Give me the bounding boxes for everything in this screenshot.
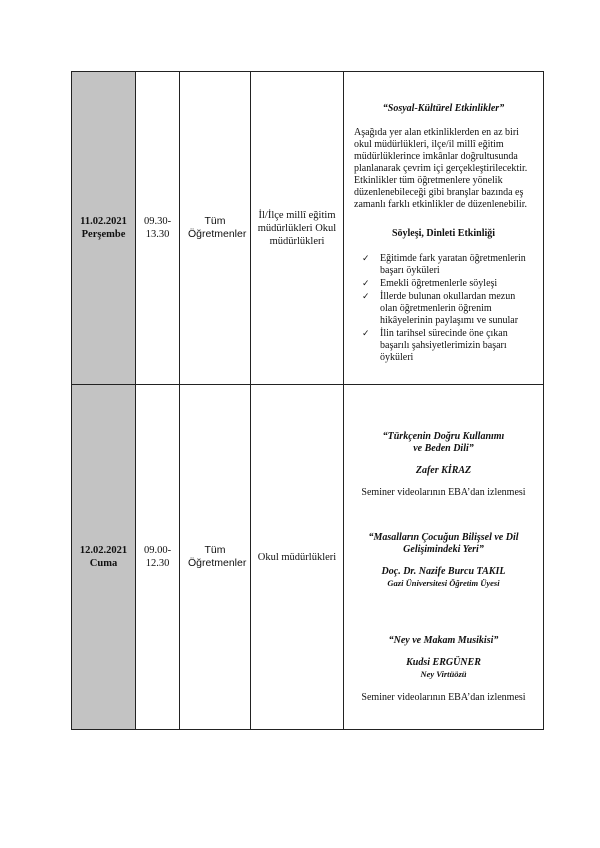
date-text: 11.02.2021 (80, 216, 127, 227)
check-icon: ✓ (362, 253, 370, 264)
check-icon: ✓ (362, 278, 370, 289)
seminar-note: Seminer videolarının EBA’dan izlenmesi (361, 486, 526, 498)
activity-list (354, 253, 533, 364)
activity-title: “Sosyal-Kültürel Etkinlikler” (382, 102, 505, 114)
time-end: 12.30 (145, 558, 170, 569)
organizer-cell (251, 385, 344, 730)
seminar-speaker: Kudsi ERGÜNER (406, 656, 481, 668)
seminar-title: “Masalların Çocuğun Bilişsel ve Dil Gelişimindeki Yeri” (368, 531, 519, 555)
seminar-block (356, 431, 531, 499)
table-row (72, 72, 544, 385)
time-start: 09.00- (143, 545, 172, 556)
seminar-speaker: Doç. Dr. Nazife Burcu TAKIL (381, 565, 506, 577)
day-text: Cuma (89, 558, 118, 569)
seminar-block (356, 532, 531, 588)
list-item-text: İllerde bulunan okullardan mezun olan öğretmenlerin öğrenim hikâyelerinin paylaşımı ve sunular (380, 290, 519, 326)
audience-cell (180, 385, 251, 730)
list-item-text: İlin tarihsel sürecinde öne çıkan başarılı şahsiyetlerimizin başarı öyküleri (380, 327, 508, 363)
check-icon: ✓ (362, 291, 370, 302)
seminar-affiliation: Gazi Üniversitesi Öğretim Üyesi (387, 577, 500, 588)
list-item (362, 328, 533, 364)
organizer-text: İl/İlçe millî eğitim müdürlükleri Okul müdürlükleri (257, 209, 337, 247)
activity-subtitle: Söyleşi, Dinleti Etkinliği (391, 227, 496, 239)
activity-cell (344, 72, 544, 385)
organizer-cell (251, 72, 344, 385)
seminar-note: Seminer videolarının EBA’dan izlenmesi (361, 691, 526, 703)
time-cell (136, 385, 180, 730)
audience-text: Tüm Öğretmenler (188, 215, 247, 240)
table-row (72, 385, 544, 730)
check-icon: ✓ (362, 328, 370, 339)
activity-cell (344, 385, 544, 730)
seminar-title: “Türkçenin Doğru Kullanımı ve Beden Dili” (382, 430, 505, 454)
seminar-affiliation: Ney Virtüözü (420, 668, 467, 679)
list-item-text: Eğitimde fark yaratan öğretmenlerin başarı öyküleri (380, 252, 526, 276)
time-start: 09.30- (143, 216, 172, 227)
activity-paragraph: Aşağıda yer alan etkinliklerden en az biri okul müdürlükleri, ilçe/il millî eğitim müdürlüklerince imkânlar doğrultusunda planlanarak çevrim içi gerçekleştirilecektir. Etkinlikler tüm öğretmenlere yönelik düzenlenebileceği gibi branşlar bazında eş zamanlı farklı etkinlikler de düzenlenebilir. (354, 126, 528, 210)
list-item (362, 253, 533, 277)
day-text: Perşembe (81, 229, 126, 240)
date-cell (72, 385, 136, 730)
date-text: 12.02.2021 (79, 545, 128, 556)
audience-text: Tüm Öğretmenler (188, 544, 247, 569)
time-end: 13.30 (145, 229, 170, 240)
schedule-table (71, 71, 544, 730)
time-cell (136, 72, 180, 385)
date-cell (72, 72, 136, 385)
seminar-block (356, 635, 531, 704)
list-item (362, 291, 533, 327)
list-item (362, 278, 533, 290)
seminar-title: “Ney ve Makam Musikisi” (388, 634, 499, 646)
audience-cell (180, 72, 251, 385)
list-item-text: Emekli öğretmenlerle söyleşi (380, 277, 498, 289)
seminar-speaker: Zafer KİRAZ (415, 464, 472, 476)
organizer-text: Okul müdürlükleri (257, 551, 337, 563)
